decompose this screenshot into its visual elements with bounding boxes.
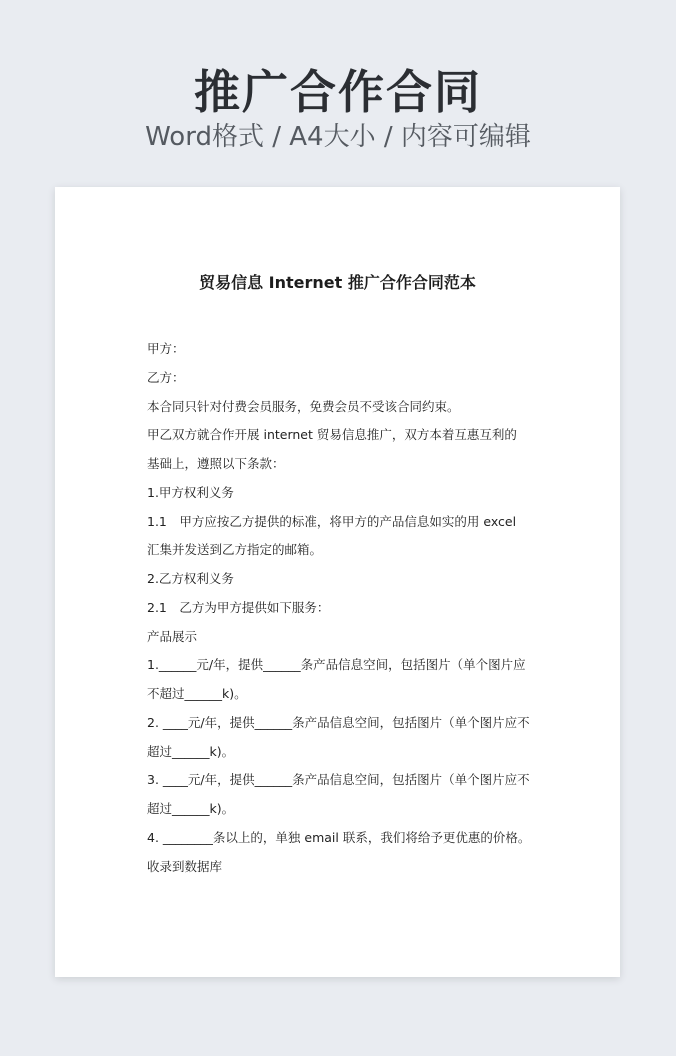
option-3-line-2: 超过______k)。 xyxy=(147,801,235,816)
clause-1-1-line-2: 汇集并发送到乙方指定的邮箱。 xyxy=(147,542,323,558)
banner-subtitle: Word格式 / A4大小 / 内容可编辑 xyxy=(145,122,531,152)
document-title: 贸易信息 Internet 推广合作合同范本 xyxy=(199,273,476,292)
party-a-line: 甲方： xyxy=(147,341,185,356)
preamble-line-2: 基础上，遵照以下条款： xyxy=(147,456,285,471)
document-body xyxy=(147,335,537,881)
subheading-database: 收录到数据库 xyxy=(147,858,223,874)
option-2-line-1: 2. ____元/年，提供______条产品信息空间，包括图片（单个图片应不 xyxy=(147,714,530,730)
section-heading-party-b: 2.乙方权利义务 xyxy=(147,571,234,586)
document-page xyxy=(55,187,620,977)
clause-1-1-line-1: 1.1 甲方应按乙方提供的标准，将甲方的产品信息如实的用 excel xyxy=(147,513,517,529)
scope-note: 本合同只针对付费会员服务，免费会员不受该合同约束。 xyxy=(147,398,460,414)
section-heading-party-a: 1.甲方权利义务 xyxy=(147,484,234,500)
banner-title: 推广合作合同 xyxy=(194,65,482,119)
party-b-line: 乙方： xyxy=(147,369,185,385)
option-4: 4. ________条以上的，单独 email 联系，我们将给予更优惠的价格。 xyxy=(147,829,531,845)
preamble-line-1: 甲乙双方就合作开展 internet 贸易信息推广，双方本着互惠互利的 xyxy=(147,427,517,443)
clause-2-1: 2.1 乙方为甲方提供如下服务： xyxy=(147,599,330,615)
option-1-line-2: 不超过______k)。 xyxy=(147,686,247,701)
option-2-line-2: 超过______k)。 xyxy=(147,743,235,759)
subheading-product-display: 产品展示 xyxy=(147,628,198,644)
option-1-line-1: 1.______元/年，提供______条产品信息空间，包括图片（单个图片应 xyxy=(147,657,526,673)
option-3-line-1: 3. ____元/年，提供______条产品信息空间，包括图片（单个图片应不 xyxy=(147,772,530,788)
